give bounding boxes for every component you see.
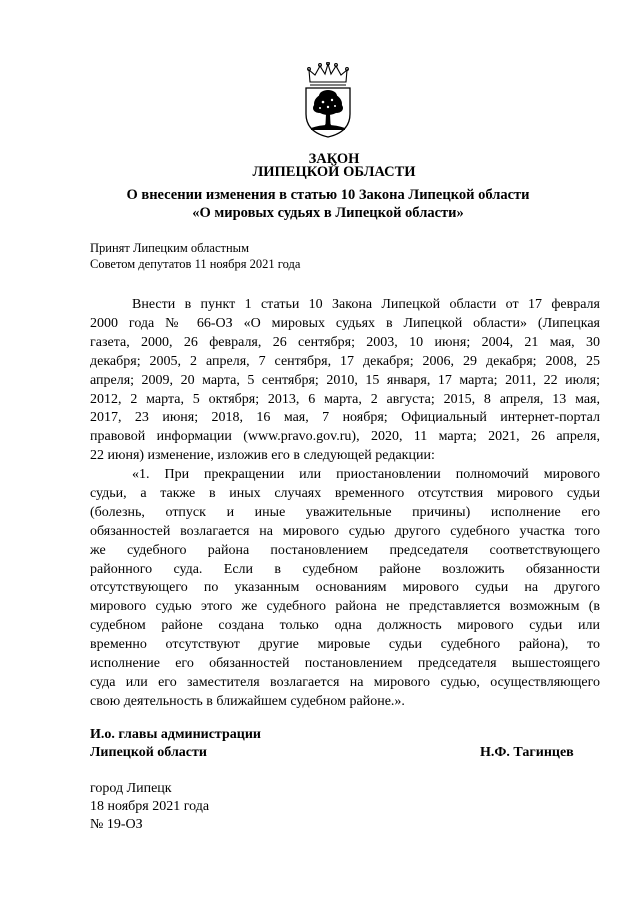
paragraph-line: Внести в пункт 1 статьи 10 Закона Липецкой области от 17 февраля xyxy=(132,297,600,312)
signatory-name: Н.Ф. Тагинцев xyxy=(480,745,574,760)
paragraph-line: газета, 2000, 26 февраля, 26 сентября; 2003, 10 июня; 2004, 21 мая, 30 xyxy=(90,334,600,350)
paragraph-line: суда или его заместителя возлагается на мирового судью, осуществляющего xyxy=(90,674,600,690)
document-footer xyxy=(90,780,209,834)
paragraph-line: мирового судью этого же судебного района не представляется возможным (в xyxy=(90,599,600,615)
paragraph-line: 2000 года № 66-ОЗ «О мировых судьях в Липецкой области» (Липецкая xyxy=(90,315,600,331)
law-header-region: ЛИПЕЦКОЙ ОБЛАСТИ xyxy=(252,164,416,180)
adoption-note xyxy=(90,240,300,272)
paragraph-line: «1. При прекращении или приостановлении полномочий мирового xyxy=(132,467,600,482)
paragraph-line: обязанностей возлагается на мирового судью другого судебного участка того xyxy=(90,523,600,539)
paragraph-line: 2017, 23 июня; 2018, 16 мая, 7 ноября; Официальный интернет-портал xyxy=(90,410,600,426)
paragraph-line: судьи, а также в иных случаях временного отсутствия мирового судьи xyxy=(90,485,600,501)
paragraph-line: декабря; 2005, 2 апреля, 7 сентября, 17 декабря; 2006, 29 декабря; 2008, 25 xyxy=(90,353,600,369)
paragraph-line: 2012, 2 марта, 5 октября; 2013, 6 марта, 2 августа; 2015, 8 апреля, 13 мая, xyxy=(90,391,600,407)
footer-number: № 19-ОЗ xyxy=(90,817,143,832)
signatory-title xyxy=(90,726,261,762)
paragraph-line: апреля; 2009, 20 марта, 5 сентября; 2010, 15 января, 17 марта; 2011, 22 июля; xyxy=(90,372,600,388)
adoption-note-line2: Советом депутатов 11 ноября 2021 года xyxy=(90,257,301,271)
law-header-title: ЗАКОН xyxy=(308,151,360,167)
paragraph-line: (болезнь, отпуск и иные уважительные причины) исполнение его xyxy=(90,504,600,520)
paragraph-line: правовой информации (www.pravo.gov.ru), 2020, 11 марта; 2021, 26 апреля, xyxy=(90,429,600,445)
paragraph-line: отсутствующего по указанным основаниям мирового судьи на другого xyxy=(90,580,600,596)
paragraph-line: временно отсутствуют другие мировые судьи судебного района), то xyxy=(90,637,600,653)
signatory-title-line1: И.о. главы администрации xyxy=(90,727,261,742)
paragraph-line: судебном районе создана только одна должность мирового судьи или xyxy=(90,618,600,634)
paragraph-line: районного суда. Если в судебном районе возложить обязанности xyxy=(90,561,600,577)
adoption-note-line1: Принят Липецким областным xyxy=(90,241,249,255)
signatory-title-line2: Липецкой области xyxy=(90,745,207,760)
law-subtitle-line2: «О мировых судьях в Липецкой области» xyxy=(192,205,464,221)
footer-date: 18 ноября 2021 года xyxy=(90,799,210,814)
paragraph-line: свою деятельность в ближайшем судебном районе.». xyxy=(90,693,405,709)
paragraph-line: же судебного района постановлением председателя соответствующего xyxy=(90,542,600,558)
footer-city: город Липецк xyxy=(90,781,172,796)
paragraph-line: исполнение его обязанностей постановлением председателя вышестоящего xyxy=(90,656,600,672)
body-paragraph-2 xyxy=(90,466,600,712)
body-paragraph-1 xyxy=(90,296,600,466)
coat-of-arms-emblem xyxy=(301,62,355,138)
paragraph-line: 22 июня) изменение, изложив его в следующей редакции: xyxy=(90,448,435,464)
law-subtitle-line1: О внесении изменения в статью 10 Закона Липецкой области xyxy=(126,187,530,203)
